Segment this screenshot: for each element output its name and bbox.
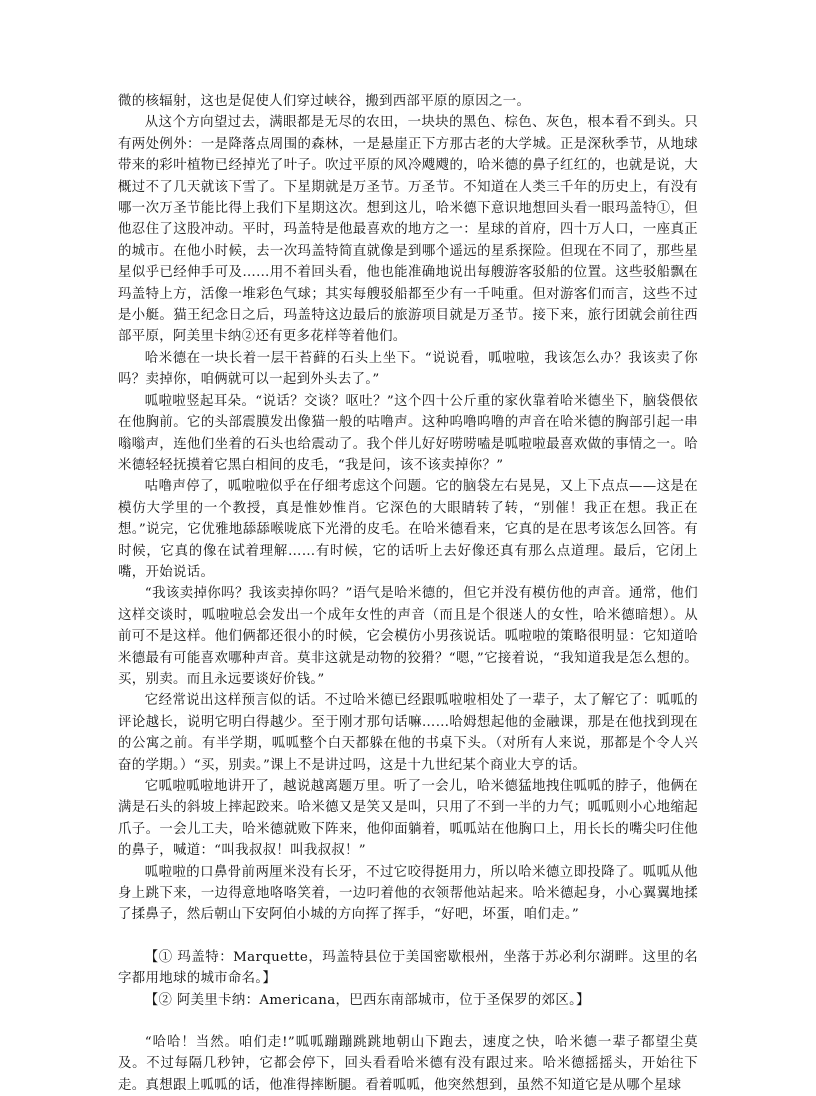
paragraph-9: 呱啦啦的口鼻骨前两厘米没有长牙，不过它咬得挺用力，所以哈米德立即投降了。呱呱从他身上跳下来，一边得意地咯咯笑着，一边叼着他的衣领帮他站起来。哈米德起身，小心翼翼地揉了揉鼻子，然后朝山下安阿伯小城的方向挥了挥手，“好吧，坏蛋，咱们走。” <box>118 864 698 923</box>
footnote-2: 【② 阿美里卡纳：Americana，巴西东南部城市，位于圣保罗的郊区。】 <box>144 992 590 1008</box>
footnote-1: 【① 玛盖特：Marquette，玛盖特县位于美国密歇根州，坐落于苏必利尔湖畔。这里的名字都用地球的城市命名。】 <box>118 949 698 987</box>
document-page <box>118 91 698 1096</box>
paragraph-6: “我该卖掉你吗？我该卖掉你吗？”语气是哈米德的，但它并没有模仿他的声音。通常，他们这样交谈时，呱啦啦总会发出一个成年女性的声音（而且是个很迷人的女性，哈米德暗想）。从前可不是这样。他们俩都还很小的时候，它会模仿小男孩说话。呱啦啦的策略很明显：它知道哈米德最有可能喜欢哪种声音。莫非这就是动物的狡猾？“嗯，”它接着说，“我知道我是怎么想的。买，别卖。而且永远要谈好价钱。” <box>118 586 698 687</box>
paragraph-7: 它经常说出这样预言似的话。不过哈米德已经跟呱啦啦相处了一辈子，太了解它了：呱呱的评论越长，说明它明白得越少。至于刚才那句话嘛……哈姆想起他的金融课，那是在他找到现在的公寓之前。有半学期，呱呱整个白天都躲在他的书桌下头。（对所有人来说，那都是个令人兴奋的学期。）“买，别卖。”课上不是讲过吗，这是十九世纪某个商业大亨的话。 <box>118 693 698 773</box>
closing-paragraph: “哈哈！当然。咱们走!”呱呱蹦蹦跳跳地朝山下跑去，速度之快，哈米德一辈子都望尘莫及。不过每隔几秒钟，它都会停下，回头看看哈米德有没有跟过来。哈米德摇摇头，开始往下走。真想跟上呱呱的话，他准得摔断腿。看着呱呱，他突然想到，虽然不知道它是从哪个星球 <box>118 1035 698 1093</box>
paragraph-4: 呱啦啦竖起耳朵。“说话？交谈？呕吐？”这个四十公斤重的家伙靠着哈米德坐下，脑袋偎依在他胸前。它的头部震膜发出像猫一般的咕噜声。这种呜噜呜噜的声音在哈米德的胸部引起一串嗡嗡声，连他们坐着的石头也给震动了。我个伴儿好好唠唠嗑是呱啦啦最喜欢做的事情之一。哈米德轻轻抚摸着它黑白相间的皮毛，“我是问，该不该卖掉你？” <box>118 393 698 473</box>
section-gap <box>118 926 698 947</box>
paragraph-5: 咕噜声停了，呱啦啦似乎在仔细考虑这个问题。它的脑袋左右晃晃，又上下点点——这是在模仿大学里的一个教授，真是惟妙惟肖。它深色的大眼睛转了转，“别催！我正在想。我正在想。”说完，它优雅地舔舔喉咙底下光滑的皮毛。在哈米德看来，它真的是在思考该怎么回答。有时候，它真的像在试着理解……有时候，它的话听上去好像还真有那么点道理。最后，它闭上嘴，开始说话。 <box>118 479 698 580</box>
paragraph-1: 微的核辐射，这也是促使人们穿过峡谷，搬到西部平原的原因之一。 <box>118 94 531 109</box>
paragraph-3: 哈米德在一块长着一层干苔藓的石头上坐下。“说说看，呱啦啦，我该怎么办？我该卖了你吗？卖掉你，咱俩就可以一起到外头去了。” <box>118 350 698 388</box>
section-gap <box>118 1011 698 1032</box>
paragraph-2: 从这个方向望过去，满眼都是无尽的农田，一块块的黑色、棕色、灰色，根本看不到头。只有两处例外：一是降落点周围的森林，一是悬崖正下方那古老的大学城。正是深秋季节，从地球带来的彩叶植物已经掉光了叶子。吹过平原的风冷飕飕的，哈米德的鼻子红红的，也就是说，大概过不了几天就该下雪了。下星期就是万圣节。万圣节。不知道在人类三千年的历史上，有没有哪一次万圣节能比得上我们下星期这次。想到这儿，哈米德下意识地想回头看一眼玛盖特①，但他忍住了这股冲动。平时，玛盖特是他最喜欢的地方之一：星球的首府，四十万人口，一座真正的城市。在他小时候，去一次玛盖特简直就像是到哪个遥远的星系探险。但现在不同了，那些星星似乎已经伸手可及……用不着回头看，他也能准确地说出每艘游客驳船的位置。这些驳船飘在玛盖特上方，活像一堆彩色气球；其实每艘驳船都至少有一千吨重。但对游客们而言，这些不过是小艇。猫王纪念日之后，玛盖特这边最后的旅游项目就是万圣节。接下来，旅行团就会前往西部平原，阿美里卡纳②还有更多花样等着他们。 <box>118 115 698 345</box>
paragraph-8: 它呱啦呱啦地讲开了，越说越离题万里。听了一会儿，哈米德猛地拽住呱呱的脖子，他俩在满是石头的斜坡上摔起跤来。哈米德又是笑又是叫，只用了不到一半的力气；呱呱则小心地缩起爪子。一会儿工夫，哈米德就败下阵来，他仰面躺着，呱呱站在他胸口上，用长长的嘴尖叼住他的鼻子，喊道：“叫我叔叔！叫我叔叔！” <box>118 779 698 859</box>
